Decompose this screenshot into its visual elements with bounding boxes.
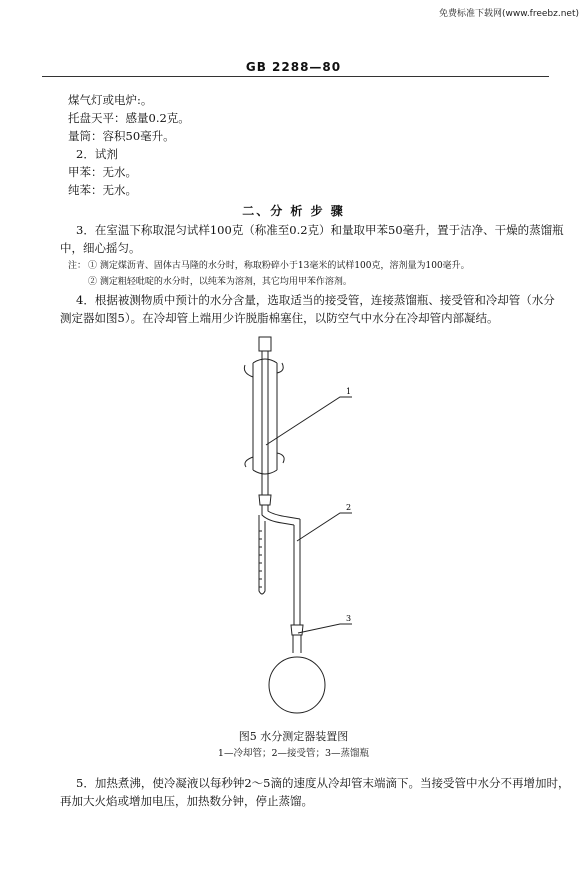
standard-number: GB 2288—80 [245,60,342,74]
paragraph-4-line-2: 测定器如图5）。在冷却管上端用少许脱脂棉塞住，以防空气中水分在冷却管内部凝结。 [60,311,499,325]
section-heading: 二、分 析 步 骤 [242,204,345,218]
reagents-heading: 2．试剂 [76,147,118,161]
note-label: 注： [68,261,87,271]
paragraph-3-line-2: 中，细心摇匀。 [60,241,141,255]
paragraph-4-line-1: 4．根据被测物质中预计的水分含量，选取适当的接受管，连接蒸馏瓶、接受管和冷却管（水分 [76,293,555,307]
receiver [259,495,300,625]
note-1: ① 测定煤沥青、固体古马隆的水分时，称取粉碎小于13毫米的试样100克，溶剂量为100毫升。 [88,261,470,271]
distillation-flask [269,625,325,713]
header-rule [42,76,549,77]
equipment-line: 纯苯：无水。 [68,183,137,197]
equipment-line: 量筒：容积50毫升。 [68,129,175,143]
equipment-line: 托盘天平：感量0.2克。 [68,111,190,125]
condenser [244,337,284,495]
figure-caption: 图5 水分测定器装置图 [238,730,349,743]
equipment-line: 甲苯：无水。 [68,165,137,179]
water-determination-apparatus-figure [0,335,587,725]
note-2: ② 测定粗轻吡啶的水分时，以纯苯为溶剂，其它均用甲苯作溶剂。 [88,277,352,287]
paragraph-5-line-1: 5．加热煮沸，使冷凝液以每秒钟2～5滴的速度从冷却管末端滴下。当接受管中水分不再增加时， [76,776,570,790]
callout-label-3: 3 [346,614,352,623]
equipment-line: 煤气灯或电炉:。 [68,93,153,107]
callout-label-2: 2 [346,503,352,512]
watermark: 免费标准下载网(www.freebz.net) [439,9,579,19]
figure-legend: 1—冷却管；2—接受管；3—蒸馏瓶 [217,748,370,759]
paragraph-3-line-1: 3．在室温下称取混匀试样100克（称准至0.2克）和量取甲苯50毫升，置于洁净、干燥的蒸馏瓶 [76,223,564,237]
paragraph-5-line-2: 再加大火焰或增加电压，加热数分钟，停止蒸馏。 [60,794,313,808]
callout-label-1: 1 [346,387,352,396]
